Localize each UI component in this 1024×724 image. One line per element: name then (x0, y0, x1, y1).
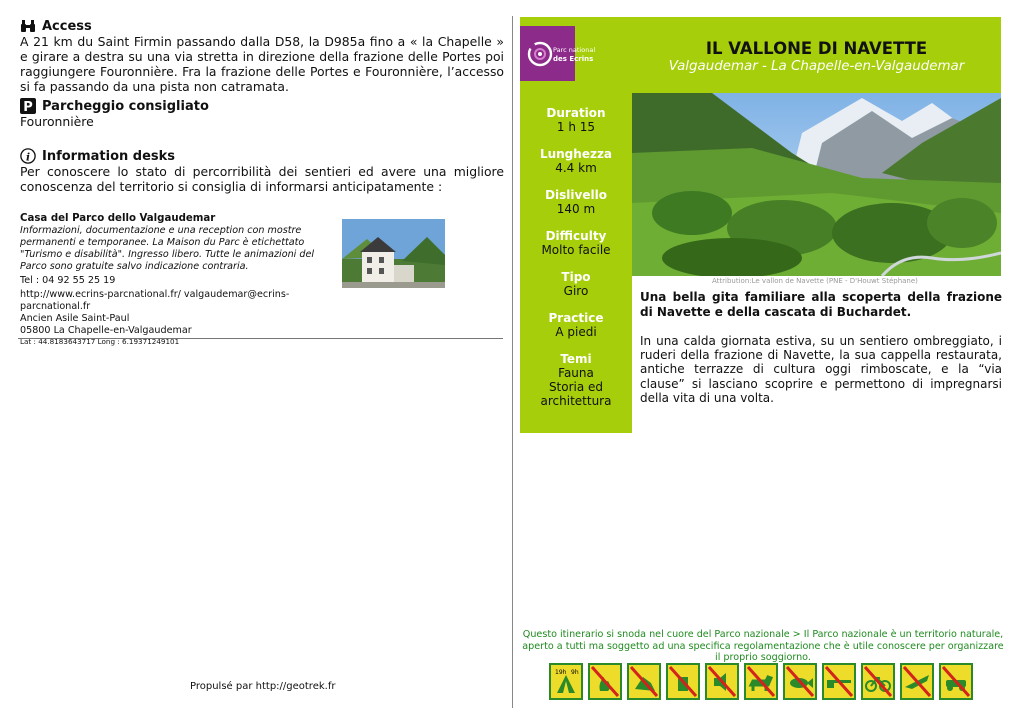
info-title: Information desks (42, 148, 176, 164)
parking-section (20, 98, 209, 129)
no-fire-icon (588, 663, 622, 700)
info-desk-card (20, 213, 504, 347)
info-desk-address-2: 05800 La Chapelle-en-Valgaudemar (20, 325, 192, 336)
powered-by[interactable]: Propulsé par http://geotrek.fr (190, 681, 336, 692)
park-logo (520, 26, 596, 81)
fact-value: A piedi (555, 325, 597, 339)
info-heading (20, 148, 504, 164)
fact-themes (520, 352, 632, 408)
access-text: A 21 km du Saint Firmin passando dalla D58, la D985a fino a « la Chapelle » e girare a destra su una via stretta in direzione della frazione delle Portes poi raggiungere Fouronnière. Fra la frazione delle Portes e Fouronnière, l’accesso si fa passando da una pista non catramata. (20, 34, 504, 94)
svg-text:P: P (23, 100, 33, 114)
parking-text: Fouronnière (20, 114, 94, 129)
parking-title: Parcheggio consigliato (42, 98, 209, 114)
photo-attribution: Attribution:Le vallon de Navette (PNE - D'Houwt Stéphane) (712, 277, 918, 285)
info-desk-description: Informazioni, documentazione e una reception con mostre permanenti e temporanee. La Maison du Parc è etichettato "Turismo e disabilità". Ingresso libero. Tutte le animazioni del Parco sono gratuite salvo indicazione contraria. (20, 225, 315, 272)
facts-list (520, 106, 632, 421)
info-desk-address-1: Ancien Asile Saint-Paul (20, 313, 130, 324)
access-heading (20, 18, 504, 34)
no-bike-icon (861, 663, 895, 700)
access-section (20, 18, 504, 94)
valley-photo (632, 93, 1001, 276)
svg-text:i: i (25, 150, 31, 164)
rule-hour-left: 19h (555, 669, 567, 676)
page-title: IL VALLONE DI NAVETTE (705, 39, 928, 58)
info-desk-phone: Tel : 04 92 55 25 19 (20, 275, 116, 286)
fact-label: Practice (548, 311, 604, 325)
no-flying-icon (900, 663, 934, 700)
fact-value: 4.4 km (555, 161, 597, 175)
page-divider (512, 16, 513, 708)
no-noise-icon (705, 663, 739, 700)
intro-lead: Una bella gita familiare alla scoperta della frazione di Navette e della cascata di Buchardet. (640, 290, 1002, 319)
parking-icon (20, 98, 36, 114)
fact-label: Temi (560, 352, 592, 366)
no-hunting-icon (822, 663, 856, 700)
fact-difficulty (520, 229, 632, 257)
no-vehicle-icon (939, 663, 973, 700)
info-desk-photo (342, 219, 445, 288)
park-logo-line-1: Parc national (553, 46, 596, 54)
fact-duration (520, 106, 632, 134)
fact-elevation (520, 188, 632, 216)
fact-label: Difficulty (545, 229, 607, 243)
intro-body: In una calda giornata estiva, su un sentiero ombreggiato, i ruderi della frazione di Navette, la sua cappella restaurata, antiche terrazze di cultura oggi rimboscate, e la “via clause” si lasciano scoprire e permettono di impregnarsi della vita di una volta. (640, 334, 1002, 405)
title-bar (632, 17, 1001, 93)
no-camping-icon (549, 663, 583, 700)
info-desk-web-email[interactable]: http://www.ecrins-parcnational.fr/ valgaudemar@ecrins-parcnational.fr (20, 289, 290, 312)
no-dogs-icon (744, 663, 778, 700)
left-divider (18, 338, 503, 339)
fact-value: 1 h 15 (556, 120, 596, 134)
parking-heading (20, 98, 209, 114)
fact-label: Lunghezza (539, 147, 613, 161)
no-picking-icon (627, 663, 661, 700)
access-title: Access (42, 18, 92, 34)
fact-value: Molto facile (541, 243, 611, 257)
info-desk-coords: Lat : 44.8183643717 Long : 6.19371249101 (20, 337, 180, 346)
fact-type (520, 270, 632, 298)
facts-sidebar (520, 17, 632, 433)
fact-label: Duration (546, 106, 606, 120)
fact-length (520, 147, 632, 175)
fact-label: Dislivello (545, 188, 607, 202)
fact-practice (520, 311, 632, 339)
park-notice: Questo itinerario si snoda nel cuore del Parco nazionale > Il Parco nazionale è un territorio naturale, aperto a tutti ma soggetto ad una specifica regolamentazione che è utile conoscere per organizzare il proprio soggiorno. (522, 629, 1004, 663)
no-fishing-icon (783, 663, 817, 700)
fact-value: Giro (563, 284, 589, 298)
info-icon (20, 148, 36, 164)
fact-value: 140 m (556, 202, 596, 216)
page-subtitle: Valgaudemar - La Chapelle-en-Valgaudemar (668, 59, 965, 74)
binoculars-icon (20, 18, 36, 34)
no-waste-icon (666, 663, 700, 700)
info-desk-name: Casa del Parco dello Valgaudemar (20, 213, 216, 224)
info-text: Per conoscere lo stato di percorribilità dei sentieri ed avere una migliore conoscenza del territorio si consiglia di informarsi anticipatamente : (20, 164, 504, 194)
info-section (20, 148, 504, 194)
fact-value: Fauna Storia ed architettura (540, 366, 612, 408)
rule-hour-right: 9h (571, 669, 579, 676)
fact-label: Tipo (561, 270, 591, 284)
park-rules-icons (549, 663, 973, 700)
park-logo-line-2: des Ecrins (553, 55, 594, 63)
